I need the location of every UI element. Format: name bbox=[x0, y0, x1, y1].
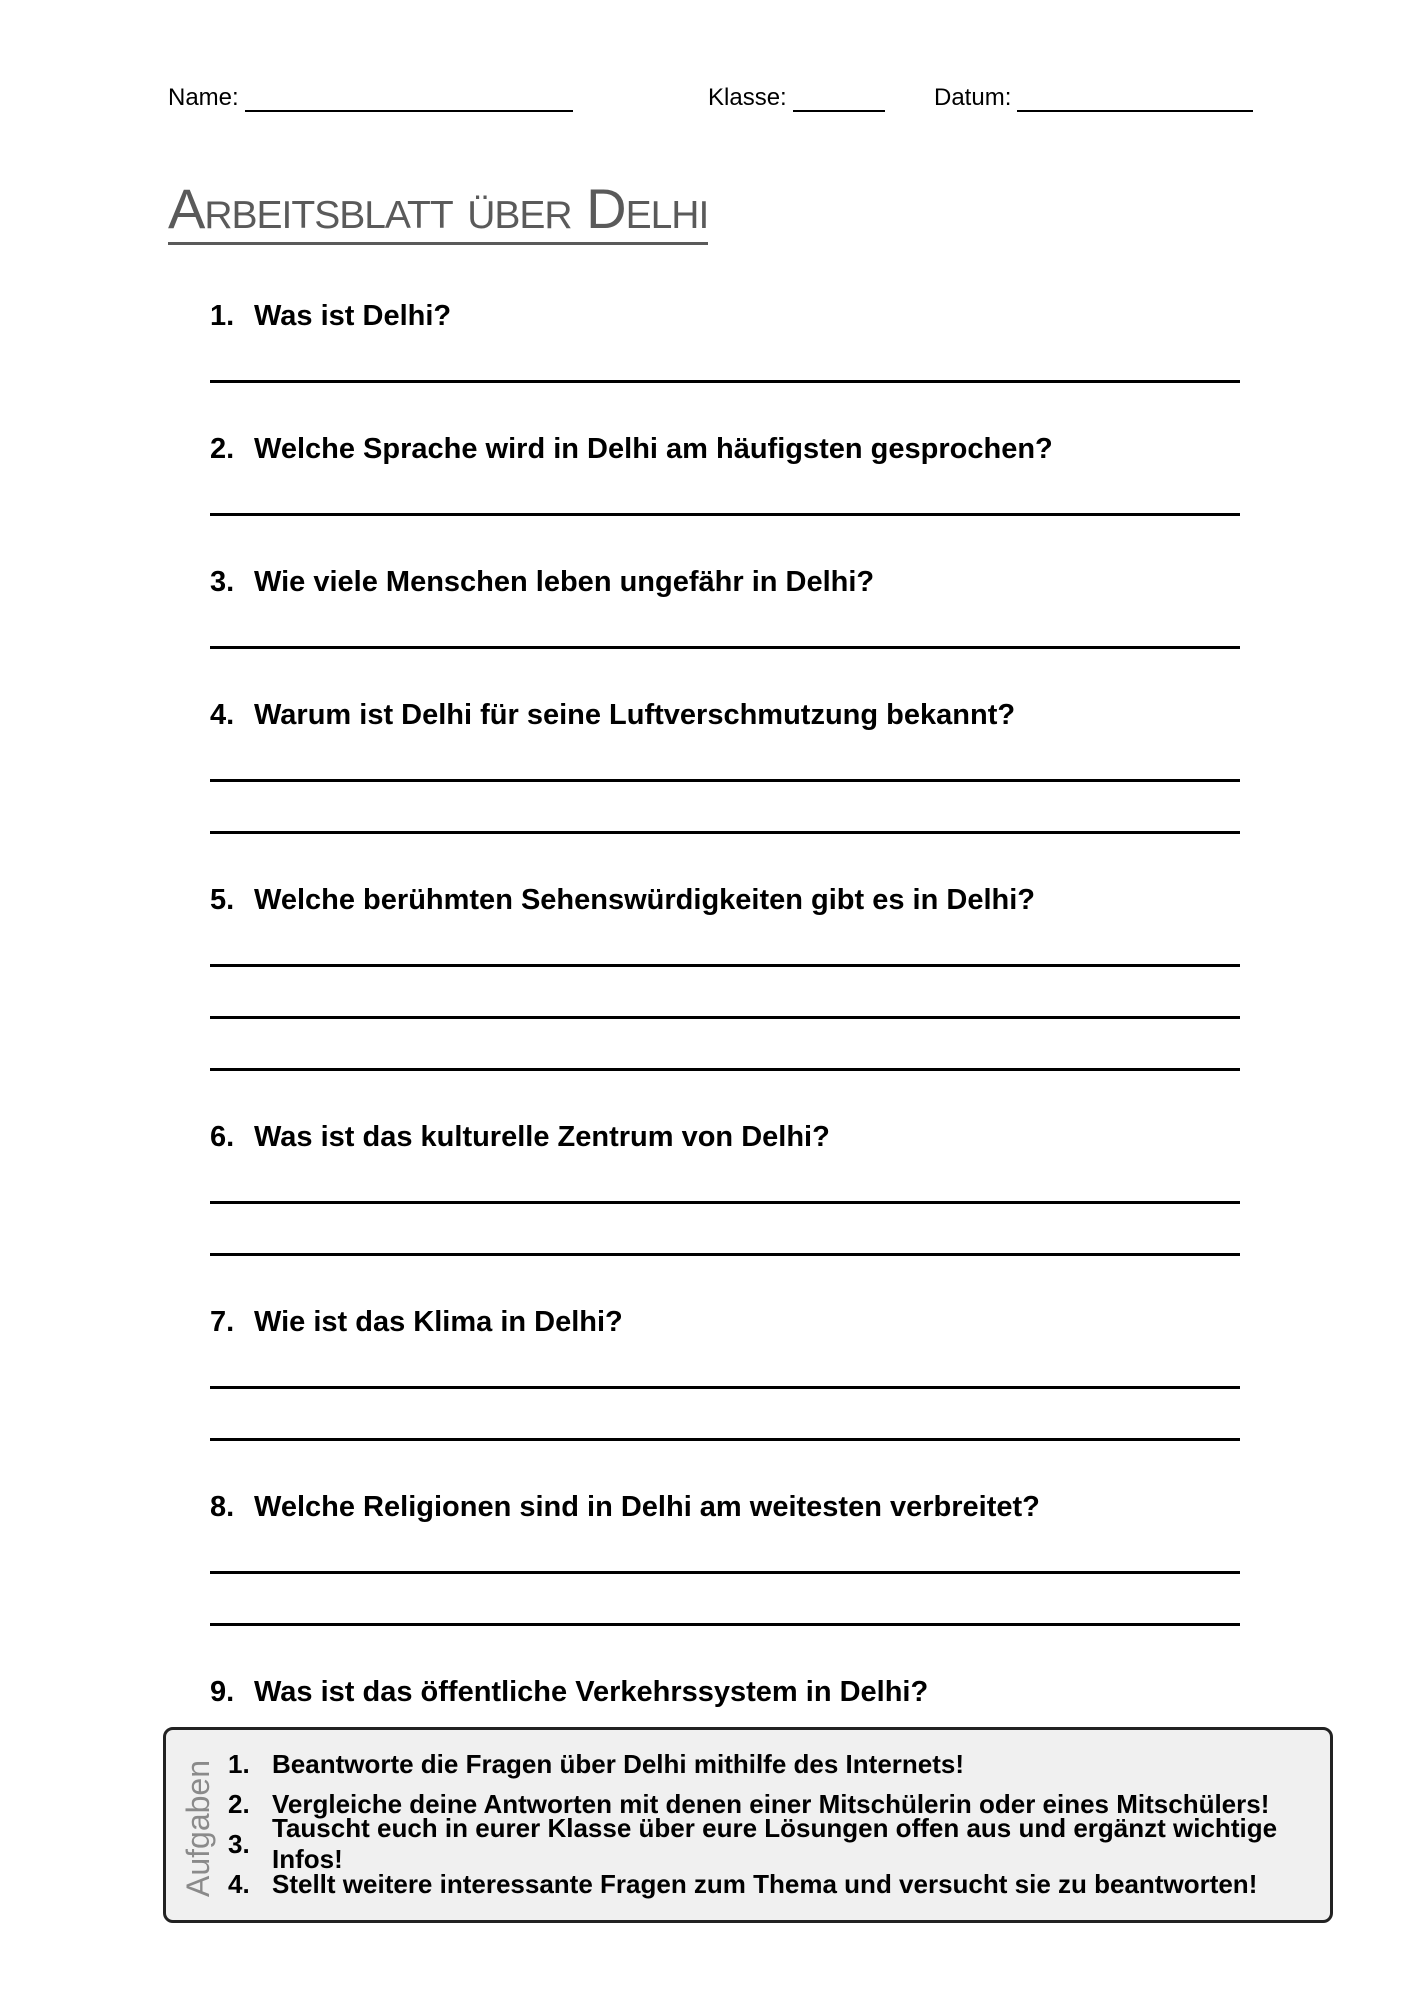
klasse-field bbox=[708, 84, 885, 112]
question bbox=[210, 562, 1240, 602]
question-number: 8. bbox=[210, 1490, 235, 1523]
question bbox=[210, 1302, 1240, 1342]
question-number: 3. bbox=[210, 565, 235, 598]
question-text: Welche Sprache wird in Delhi am häufigsten gesprochen? bbox=[254, 432, 1053, 465]
worksheet-header bbox=[168, 84, 1254, 124]
task-item bbox=[228, 1813, 1316, 1874]
task-number: 3. bbox=[228, 1828, 250, 1859]
task-text: Tauscht euch in eurer Klasse über eure Lösungen offen aus und ergänzt wichtige Infos! bbox=[272, 1813, 1278, 1874]
question-number: 7. bbox=[210, 1305, 235, 1338]
question bbox=[210, 296, 1240, 336]
question-text: Welche berühmten Sehenswürdigkeiten gibt es in Delhi? bbox=[254, 883, 1035, 916]
answer-line[interactable] bbox=[210, 779, 1240, 782]
klasse-blank bbox=[793, 84, 885, 112]
question-text: Was ist das öffentliche Verkehrssystem in Delhi? bbox=[254, 1675, 929, 1708]
answer-line[interactable] bbox=[210, 1016, 1240, 1019]
question-text: Warum ist Delhi für seine Luftverschmutzung bekannt? bbox=[254, 698, 1016, 731]
task-text: Stellt weitere interessante Fragen zum Thema und versucht sie zu beantworten! bbox=[272, 1868, 1258, 1899]
question bbox=[210, 1672, 1240, 1712]
name-label: Name: bbox=[168, 84, 239, 111]
question bbox=[210, 429, 1240, 469]
task-box-label bbox=[172, 1748, 224, 1908]
question-number: 5. bbox=[210, 883, 235, 916]
question-text: Wie ist das Klima in Delhi? bbox=[254, 1305, 623, 1338]
datum-label: Datum: bbox=[934, 84, 1012, 111]
answer-line[interactable] bbox=[210, 1386, 1240, 1389]
datum-field bbox=[934, 84, 1253, 112]
task-number: 1. bbox=[228, 1748, 250, 1779]
page-title: Arbeitsblatt über Delhi bbox=[168, 178, 708, 245]
task-box bbox=[163, 1727, 1333, 1923]
klasse-label: Klasse: bbox=[708, 84, 787, 111]
task-number: 2. bbox=[228, 1788, 250, 1819]
question-number: 6. bbox=[210, 1120, 235, 1153]
question bbox=[210, 1117, 1240, 1157]
question-list bbox=[210, 296, 1240, 1857]
name-field bbox=[168, 84, 573, 112]
task-text: Vergleiche deine Antworten mit denen einer Mitschülerin oder eines Mitschülers! bbox=[272, 1788, 1270, 1819]
task-label-text: Aufgaben bbox=[179, 1759, 216, 1897]
question-text: Welche Religionen sind in Delhi am weitesten verbreitet? bbox=[254, 1490, 1040, 1523]
answer-line[interactable] bbox=[210, 1201, 1240, 1204]
datum-blank bbox=[1017, 84, 1253, 112]
question bbox=[210, 880, 1240, 920]
answer-line[interactable] bbox=[210, 1571, 1240, 1574]
question-number: 9. bbox=[210, 1675, 235, 1708]
task-list bbox=[228, 1744, 1316, 1904]
name-blank bbox=[245, 84, 573, 112]
question bbox=[210, 1487, 1240, 1527]
question-text: Was ist Delhi? bbox=[254, 299, 452, 332]
question-number: 1. bbox=[210, 299, 235, 332]
task-text: Beantworte die Fragen über Delhi mithilfe des Internets! bbox=[272, 1748, 965, 1779]
question-text: Was ist das kulturelle Zentrum von Delhi? bbox=[254, 1120, 830, 1153]
task-number: 4. bbox=[228, 1868, 250, 1899]
question-text: Wie viele Menschen leben ungefähr in Delhi? bbox=[254, 565, 875, 598]
question-number: 4. bbox=[210, 698, 235, 731]
answer-line[interactable] bbox=[210, 964, 1240, 967]
task-item bbox=[228, 1864, 1316, 1904]
question bbox=[210, 695, 1240, 735]
task-item bbox=[228, 1744, 1316, 1784]
question-number: 2. bbox=[210, 432, 235, 465]
